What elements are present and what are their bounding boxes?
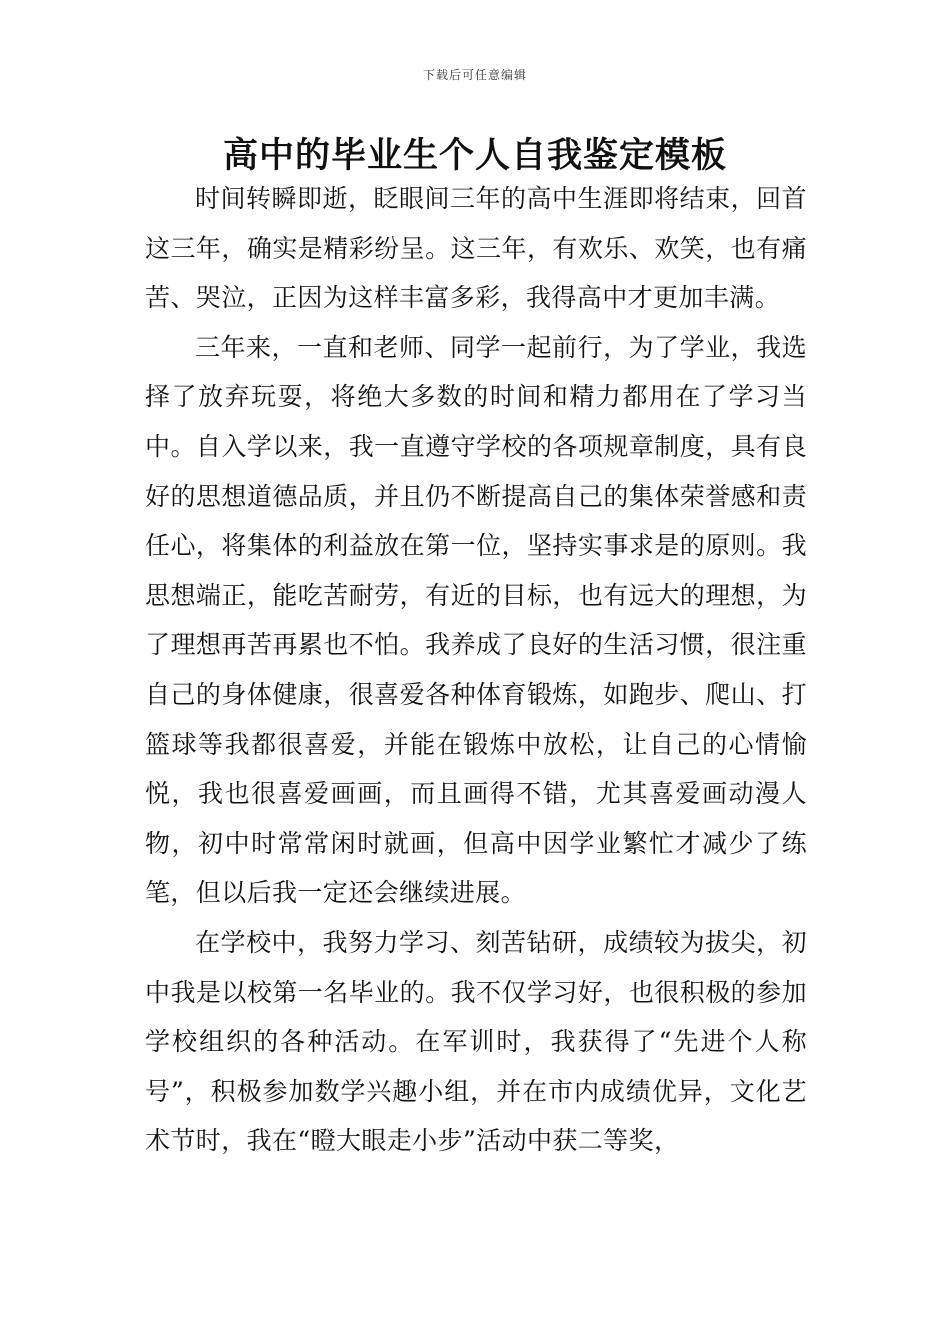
document-title: 高中的毕业生个人自我鉴定模板 (222, 136, 727, 176)
paragraph-1: 时间转瞬即逝，眨眼间三年的高中生涯即将结束，回首这三年，确实是精彩纷呈。这三年，有欢乐、欢笑，也有痛苦、哭泣，正因为这样丰富多彩，我得高中才更加丰满。 (145, 184, 807, 313)
header-note: 下载后可任意编辑 (422, 68, 527, 82)
document-body (145, 174, 807, 1166)
paragraph-2: 三年来，一直和老师、同学一起前行，为了学业，我选择了放弃玩耍，将绝大多数的时间和精力都用在了学习当中。自入学以来，我一直遵守学校的各项规章制度，具有良好的思想道德品质，并且仍不断提高自己的集体荣誉感和责任心，将集体的利益放在第一位，坚持实事求是的原则。我思想端正，能吃苦耐劳，有近的目标，也有远大的理想，为了理想再苦再累也不怕。我养成了良好的生活习惯，很注重自己的身体健康，很喜爱各种体育锻炼，如跑步、爬山、打篮球等我都很喜爱，并能在锻炼中放松，让自己的心情愉悦，我也很喜爱画画，而且画得不错，尤其喜爱画动漫人物，初中时常常闲时就画，但高中因学业繁忙才减少了练笔，但以后我一定还会继续进展。 (145, 332, 807, 908)
paragraph-3: 在学校中，我努力学习、刻苦钻研，成绩较为拔尖，初中我是以校第一名毕业的。我不仅学习好，也很积极的参加学校组织的各种活动。在军训时，我获得了“先进个人称号”，积极参加数学兴趣小组，并在市内成绩优异，文化艺术节时，我在“瞪大眼走小步”活动中获二等奖， (145, 927, 807, 1156)
